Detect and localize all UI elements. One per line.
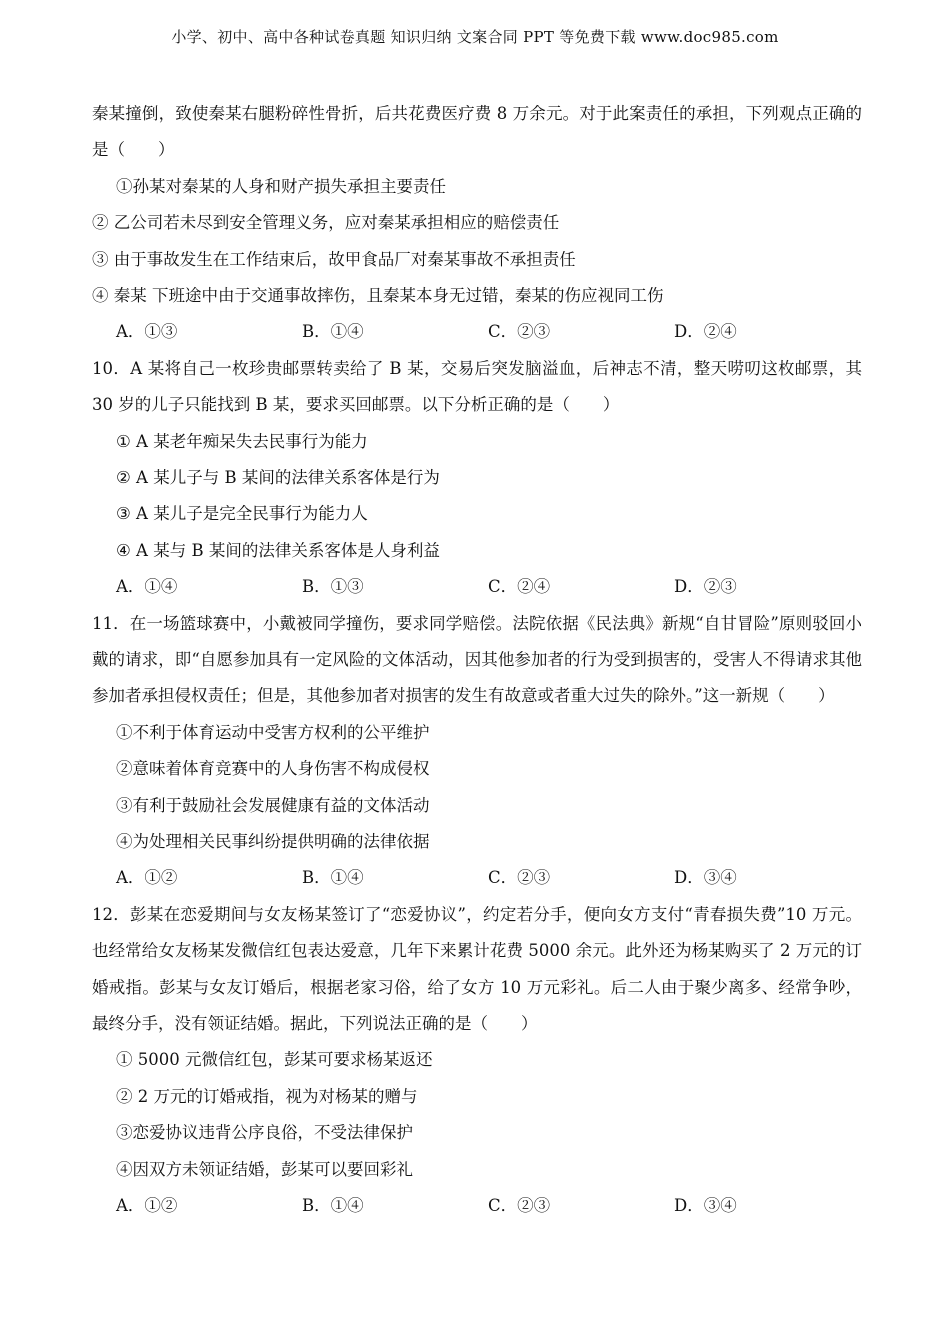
q11-choice-c: C．②③ [488, 868, 551, 888]
q11-choice-a: A．①② [116, 868, 178, 888]
q9-choice-b: B．①④ [302, 322, 364, 342]
q11-choice-b: B．①④ [302, 868, 364, 888]
q12-choice-c: C．②③ [488, 1195, 551, 1215]
q10-choices [92, 569, 862, 605]
q11-option-1: ①不利于体育运动中受害方权利的公平维护 [116, 722, 430, 742]
q12-choice-a: A．①② [116, 1195, 178, 1215]
q10-option-2: ② A 某儿子与 B 某间的法律关系客体是行为 [116, 467, 440, 487]
q12-choices [92, 1188, 862, 1224]
q12-option-1: ① 5000 元微信红包，彭某可要求杨某返还 [116, 1050, 433, 1070]
q10-choice-c: C．②④ [488, 577, 551, 597]
q9-option-2: ② 乙公司若未尽到安全管理义务，应对秦某承担相应的赔偿责任 [92, 213, 560, 233]
q12-stem: 12．彭某在恋爱期间与女友杨某签订了“恋爱协议”，约定若分手，便向女方支付“青春损失费”10 万元。也经常给女友杨某发微信红包表达爱意，几年下来累计花费 5000 余元。此外还为杨某购买了 2 万元的订婚戒指。彭某与女友订婚后，根据老家习俗，给了女方 10 万元彩礼。后二人由于聚少离多、经常争吵，最终分手，没有领证结婚。据此，下列说法正确的是（ ） [92, 904, 862, 1033]
q9-option-4: ④ 秦某 下班途中由于交通事故摔伤，且秦某本身无过错，秦某的伤应视同工伤 [92, 285, 664, 305]
q10-option-1: ① A 某老年痴呆失去民事行为能力 [116, 431, 368, 451]
q9-choice-a: A．①③ [116, 322, 178, 342]
q10-choice-a: A．①④ [116, 577, 178, 597]
q9-option-1: ①孙某对秦某的人身和财产损失承担主要责任 [116, 176, 446, 196]
q11-option-2: ②意味着体育竞赛中的人身伤害不构成侵权 [116, 759, 430, 779]
q10-choice-b: B．①③ [302, 577, 364, 597]
document-body [92, 96, 862, 1224]
q9-choices [92, 314, 862, 350]
q12-option-4: ④因双方未领证结婚，彭某可以要回彩礼 [116, 1159, 413, 1179]
q11-option-3: ③有利于鼓励社会发展健康有益的文体活动 [116, 795, 430, 815]
q12-choice-b: B．①④ [302, 1195, 364, 1215]
page-header: 小学、初中、高中各种试卷真题 知识归纳 文案合同 PPT 等免费下载 www.doc985.com [171, 28, 779, 46]
q11-choice-d: D．③④ [674, 868, 737, 888]
q9-choice-c: C．②③ [488, 322, 551, 342]
q10-stem: 10．A 某将自己一枚珍贵邮票转卖给了 B 某，交易后突发脑溢血，后神志不清，整天唠叨这枚邮票，其 30 岁的儿子只能找到 B 某，要求买回邮票。以下分析正确的是（ ） [92, 358, 862, 415]
q11-choices [92, 860, 862, 896]
q9-stem: 秦某撞倒，致使秦某右腿粉碎性骨折，后共花费医疗费 8 万余元。对于此案责任的承担，下列观点正确的是（ ） [92, 104, 862, 160]
q9-option-3: ③ 由于事故发生在工作结束后，故甲食品厂对秦某事故不承担责任 [92, 249, 576, 269]
q11-stem: 11．在一场篮球赛中，小戴被同学撞伤，要求同学赔偿。法院依据《民法典》新规“自甘冒险”原则驳回小戴的请求，即“自愿参加具有一定风险的文体活动，因其他参加者的行为受到损害的，受害人不得请求其他参加者承担侵权责任；但是，其他参加者对损害的发生有故意或者重大过失的除外。”这一新规（ ） [92, 613, 862, 706]
q10-option-4: ④ A 某与 B 某间的法律关系客体是人身利益 [116, 540, 440, 560]
q10-choice-d: D．②③ [674, 577, 737, 597]
q12-option-2: ② 2 万元的订婚戒指，视为对杨某的赠与 [116, 1086, 418, 1106]
q10-option-3: ③ A 某儿子是完全民事行为能力人 [116, 504, 368, 524]
q9-choice-d: D．②④ [674, 322, 737, 342]
q11-option-4: ④为处理相关民事纠纷提供明确的法律依据 [116, 831, 430, 851]
q12-choice-d: D．③④ [674, 1195, 737, 1215]
q12-option-3: ③恋爱协议违背公序良俗，不受法律保护 [116, 1123, 413, 1143]
